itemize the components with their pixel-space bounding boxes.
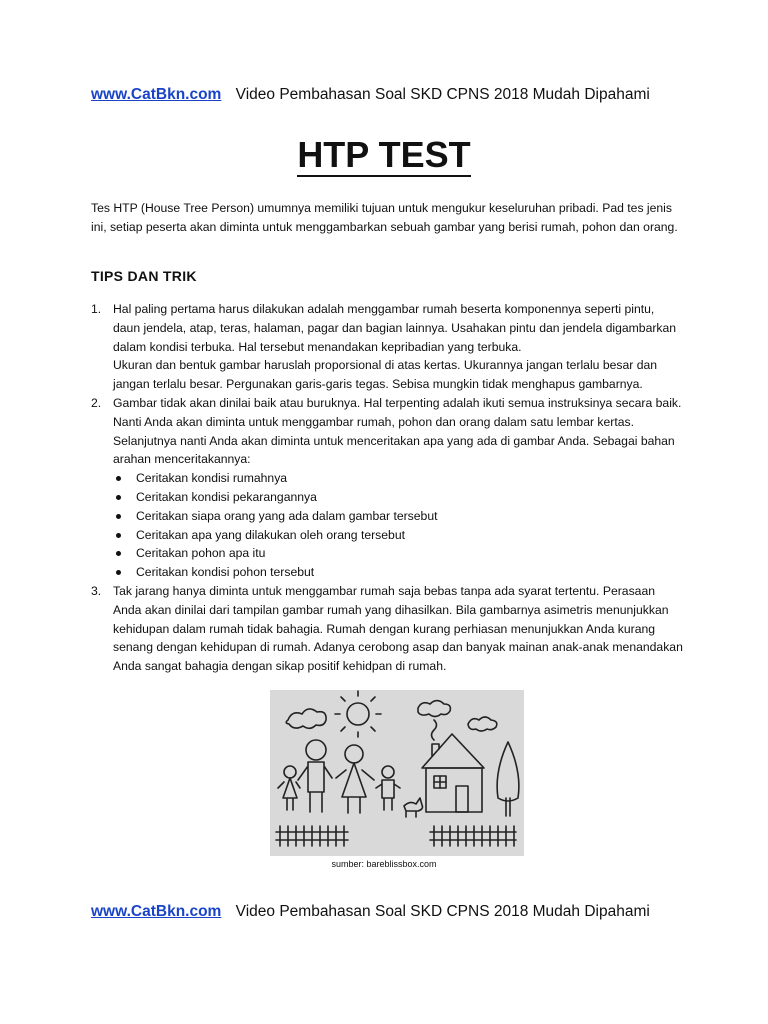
tip-paragraph: Hal paling pertama harus dilakukan adalah menggambar rumah beserta komponennya seperti pintu, daun jendela, atap, teras, halaman, pagar dan bagian lainnya. Usahakan pintu dan jendela digambarkan dalam kondisi terbuka. Hal tersebut menandakan kepribadian yang terbuka. — [113, 302, 677, 354]
tip-paragraph: Tak jarang hanya diminta untuk menggambar rumah saja bebas tanpa ada syarat tertentu. Perasaan Anda akan dinilai dari tampilan gambar rumah yang dihasilkan. Bila gambarnya asimetris menunjukkan kehidupan dalam rumah tidak bahagia. Rumah dengan kurang perhiasan menunjukkan Anda kurang senang dengan kehidupan di rumah. Adanya cerobong asap dan banyak mainan anak-anak menandakan Anda sangat bahagia dengan sikap positif kehidpan di rumah. — [113, 583, 683, 674]
tip-item-2 — [91, 394, 683, 582]
footer-promo-text: Video Pembahasan Soal SKD CPNS 2018 Mudah Dipahami — [235, 903, 650, 920]
tips-list — [91, 300, 683, 676]
page-footer — [91, 903, 650, 921]
bullet-item: Ceritakan kondisi pohon tersebut — [113, 563, 683, 582]
header-site-link[interactable]: www.CatBkn.com — [91, 86, 222, 103]
bullet-item: Ceritakan kondisi rumahnya — [113, 469, 683, 488]
footer-site-link[interactable]: www.CatBkn.com — [91, 903, 222, 920]
htp-drawing-image — [270, 690, 524, 856]
tip-number: 3. — [91, 583, 102, 598]
tip-item-1 — [91, 300, 683, 394]
bullet-item: Ceritakan apa yang dilakukan oleh orang tersebut — [113, 526, 683, 545]
image-caption: sumber: bareblissbox.com — [331, 859, 437, 869]
document-title — [0, 134, 768, 176]
tip-bullet-list — [113, 469, 683, 582]
tip-item-3 — [91, 582, 683, 676]
page-header — [91, 86, 650, 104]
tip-paragraph: Selanjutnya nanti Anda akan diminta untuk menceritakan apa yang ada di gambar Anda. Sebagai bahan arahan menceritakannya: — [113, 433, 675, 467]
tip-paragraph: Ukuran dan bentuk gambar haruslah proporsional di atas kertas. Ukurannya jangan terlalu besar dan jangan terlalu besar. Pergunakan garis-garis tegas. Sebisa mungkin tidak menghapus gambarnya. — [113, 358, 658, 392]
section-title-tips: TIPS DAN TRIK — [91, 268, 197, 284]
bullet-item: Ceritakan kondisi pekarangannya — [113, 488, 683, 507]
tip-number: 1. — [91, 302, 102, 316]
intro-paragraph: Tes HTP (House Tree Person) umumnya memiliki tujuan untuk mengukur keseluruhan pribadi. Pad tes jenis ini, setiap peserta akan diminta untuk menggambarkan sebuah gambar yang berisi rumah, pohon dan orang. — [91, 201, 678, 234]
bullet-item: Ceritakan siapa orang yang ada dalam gambar tersebut — [113, 507, 683, 526]
header-promo-text: Video Pembahasan Soal SKD CPNS 2018 Mudah Dipahami — [235, 86, 650, 103]
document-title-text: HTP TEST — [297, 134, 471, 175]
tip-paragraph: Gambar tidak akan dinilai baik atau buruknya. Hal terpenting adalah ikuti semua instruksinya secara baik. Nanti Anda akan diminta untuk menggambar rumah, pohon dan orang dalam satu lembar kertas. — [113, 395, 682, 429]
bullet-item: Ceritakan pohon apa itu — [113, 544, 683, 563]
tip-number: 2. — [91, 395, 102, 410]
